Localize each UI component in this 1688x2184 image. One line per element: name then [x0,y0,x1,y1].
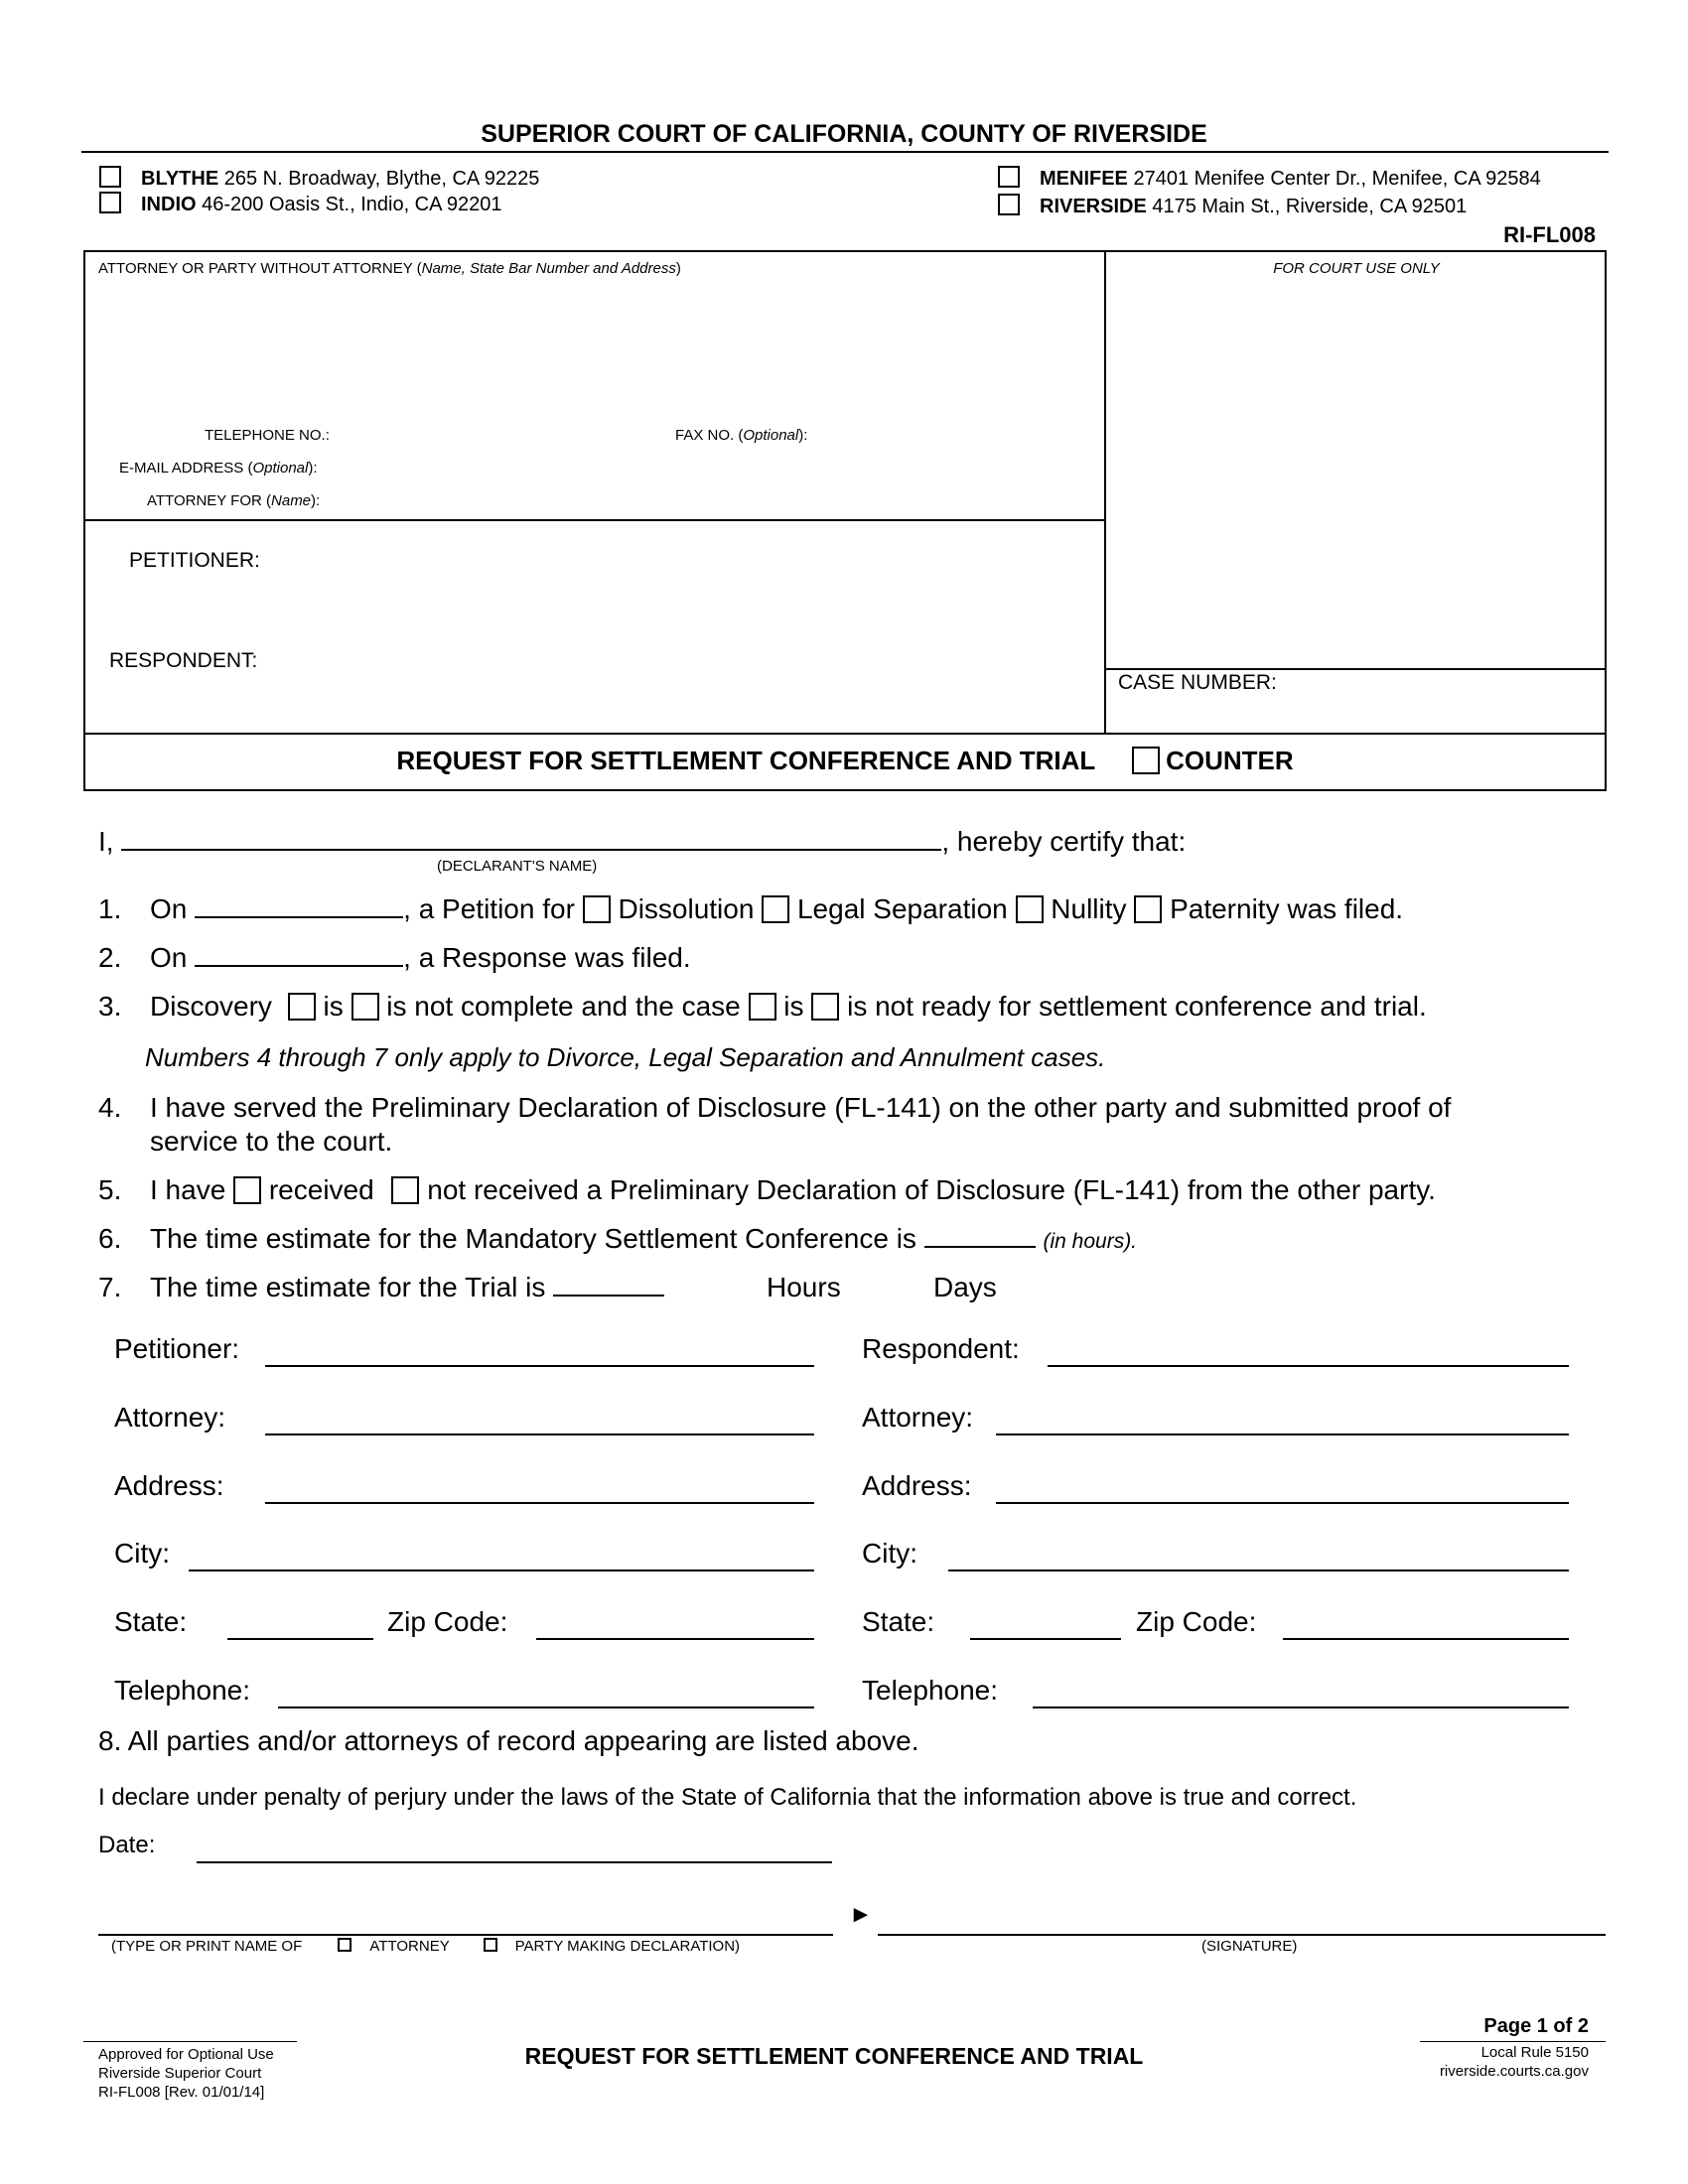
item-number: 5. [98,1174,122,1205]
item-4 [98,1092,1451,1124]
attorney-checkbox[interactable] [338,1938,352,1952]
footer-approved-line1: Approved for Optional Use [98,2046,274,2063]
item6-unit: (in hours). [1043,1230,1138,1253]
left-petitioner-field[interactable] [265,1365,814,1367]
footer-site: riverside.courts.ca.gov [1439,2063,1589,2080]
caption-divider-casenum [1104,668,1607,670]
item-4-cont: service to the court. [150,1126,393,1157]
item3-e: is not ready for settlement conference and trial. [847,991,1427,1022]
trial-estimate-field[interactable] [553,1273,664,1297]
item7-days: Days [933,1272,997,1302]
item2-text: , a Response was filed. [403,942,691,973]
declarant-name-field[interactable] [121,827,941,851]
right-attorney-field[interactable] [996,1433,1569,1435]
item-number: 1. [98,893,122,924]
item-number: 4. [98,1092,122,1123]
item-8: 8. All parties and/or attorneys of record appearing are listed above. [98,1725,919,1756]
location-address: 265 N. Broadway, Blythe, CA 92225 [223,168,540,190]
item6-text: The time estimate for the Mandatory Settlement Conference is [150,1223,916,1254]
right-zip-label: Zip Code: [1136,1606,1257,1637]
item1-on: On [150,893,188,924]
case-is-not-checkbox[interactable] [811,993,839,1021]
right-zip-field[interactable] [1283,1638,1569,1640]
form-title: REQUEST FOR SETTLEMENT CONFERENCE AND TRIAL [396,746,1095,775]
footer-approved-line3: RI-FL008 [Rev. 01/01/14] [98,2084,265,2101]
fax-label-text: FAX NO. ( [675,427,744,444]
header-rule [81,151,1609,153]
right-state-field[interactable] [970,1638,1121,1640]
left-zip-field[interactable] [536,1638,814,1640]
location-name: INDIO [141,194,197,215]
discovery-is-checkbox[interactable] [288,993,316,1021]
item4-line1: I have served the Preliminary Declaration of Disclosure (FL-141) on the other party and submitted proof of [150,1092,1452,1123]
riverside-checkbox[interactable] [998,194,1020,215]
left-petitioner-label: Petitioner: [114,1333,240,1364]
right-state-label: State: [862,1606,935,1637]
item-5 [98,1174,1436,1206]
left-city-field[interactable] [189,1570,814,1571]
right-city-field[interactable] [948,1570,1569,1571]
signature-field[interactable] [878,1934,1606,1936]
left-telephone-label: Telephone: [114,1675,251,1706]
certify-suffix: , hereby certify that: [941,826,1187,857]
attorney-label [98,260,681,277]
attorney-label-italic: Name, State Bar Number and Address [421,260,676,277]
email-label-text: E-MAIL ADDRESS ( [119,460,253,477]
item1-opt3: Nullity [1051,893,1127,924]
certify-prefix: I, [98,826,114,857]
attorney-label-text: ATTORNEY OR PARTY WITHOUT ATTORNEY ( [98,260,422,277]
item-number: 2. [98,942,122,973]
left-attorney-field[interactable] [265,1433,814,1435]
location-indio [99,192,502,216]
item7-text: The time estimate for the Trial is [150,1272,546,1302]
attorney-label-end: ) [675,260,681,277]
item3-b: is [323,991,344,1022]
item3-d: is [783,991,804,1022]
item3-a: Discovery [150,991,272,1022]
item1-opt2: Legal Separation [796,893,1008,924]
attorney-option: ATTORNEY [369,1938,450,1955]
certify-line [98,826,1186,858]
item2-on: On [150,942,188,973]
right-city-label: City: [862,1538,917,1569]
item1-text: , a Petition for [403,893,575,924]
left-address-field[interactable] [265,1502,814,1504]
dissolution-checkbox[interactable] [583,895,611,923]
item-number: 3. [98,991,122,1022]
petition-date-field[interactable] [195,894,403,918]
footer-approved-line2: Riverside Superior Court [98,2065,262,2082]
response-date-field[interactable] [195,943,403,967]
blythe-checkbox[interactable] [99,166,121,188]
case-number-label: CASE NUMBER: [1118,671,1277,694]
date-field[interactable] [197,1861,832,1863]
footer-title: REQUEST FOR SETTLEMENT CONFERENCE AND TRIAL [524,2043,1144,2069]
right-address-field[interactable] [996,1502,1569,1504]
item-7 [98,1272,664,1303]
fax-label [675,427,807,444]
right-telephone-field[interactable] [1033,1706,1569,1708]
item5-b: received [268,1174,374,1205]
footer-rule-info [1440,2043,1589,2081]
item-number: 7. [98,1272,122,1302]
footer-local-rule: Local Rule 5150 [1480,2044,1589,2061]
nullity-checkbox[interactable] [1016,895,1044,923]
not-received-checkbox[interactable] [391,1176,419,1204]
settlement-hours-field[interactable] [924,1224,1036,1248]
menifee-checkbox[interactable] [998,166,1020,188]
perjury-statement: I declare under penalty of perjury under the laws of the State of California that the information above is true and correct. [98,1784,1357,1811]
right-address-label: Address: [862,1470,972,1501]
court-use-label: FOR COURT USE ONLY [1273,260,1440,277]
fax-optional: Optional [743,427,799,444]
case-is-checkbox[interactable] [749,993,776,1021]
caption-divider-title [83,733,1607,735]
left-state-field[interactable] [227,1638,373,1640]
left-city-label: City: [114,1538,170,1569]
location-riverside [998,194,1467,218]
discovery-is-not-checkbox[interactable] [352,993,379,1021]
attorney-for-text: ATTORNEY FOR ( [147,492,272,509]
legal-separation-checkbox[interactable] [762,895,789,923]
item1-opt4: Paternity was filed. [1170,893,1404,924]
note-line: Numbers 4 through 7 only apply to Divorce, Legal Separation and Annulment cases. [145,1042,1106,1072]
signature-caption: (SIGNATURE) [1201,1938,1298,1955]
signature-arrow: ► [849,1901,873,1928]
location-name: BLYTHE [141,168,219,190]
attorney-for-label [147,492,320,509]
item-1 [98,893,1403,925]
item5-a: I have [150,1174,226,1205]
location-address: 46-200 Oasis St., Indio, CA 92201 [202,194,502,215]
caption-vertical-divider [1104,250,1106,735]
location-name: MENIFEE [1040,168,1128,190]
right-attorney-label: Attorney: [862,1402,974,1433]
paternity-checkbox[interactable] [1134,895,1162,923]
footer-rule-right [1420,2041,1606,2042]
party-checkbox[interactable] [484,1938,497,1952]
attorney-for-name: Name [271,492,312,509]
location-address: 27401 Menifee Center Dr., Menifee, CA 92584 [1133,168,1541,190]
item5-c: not received a Preliminary Declaration of Disclosure (FL-141) from the other party. [427,1174,1436,1205]
page-number: Page 1 of 2 [1483,2015,1589,2037]
email-label-end: ): [308,460,318,477]
item7-hours: Hours [767,1272,841,1302]
petitioner-label: PETITIONER: [129,549,260,572]
email-label [119,460,318,477]
item-2 [98,942,691,974]
item-number: 6. [98,1223,122,1254]
email-optional: Optional [252,460,309,477]
declarant-caption: (DECLARANT'S NAME) [437,858,598,875]
location-name: RIVERSIDE [1040,196,1147,217]
indio-checkbox[interactable] [99,192,121,213]
printed-name-field[interactable] [98,1934,833,1936]
respondent-label: RESPONDENT: [109,649,258,672]
right-respondent-label: Respondent: [862,1333,1020,1364]
left-address-label: Address: [114,1470,224,1501]
item1-opt1: Dissolution [618,893,755,924]
left-state-label: State: [114,1606,188,1637]
printed-name-caption [111,1938,740,1955]
caption-divider-attorney [83,519,1106,521]
form-id: RI-FL008 [1503,222,1596,247]
item-6 [98,1223,1137,1255]
counter-checkbox[interactable] [1132,747,1160,774]
court-title: SUPERIOR COURT OF CALIFORNIA, COUNTY OF RIVERSIDE [481,120,1207,148]
date-label: Date: [98,1832,156,1858]
counter-label: COUNTER [1166,746,1294,775]
location-menifee [998,166,1541,191]
fax-label-end: ): [798,427,808,444]
attorney-for-end: ): [311,492,321,509]
left-telephone-field[interactable] [278,1706,814,1708]
form-title-row [83,746,1607,776]
item3-c: is not complete and the case [386,991,741,1022]
location-address: 4175 Main St., Riverside, CA 92501 [1152,196,1468,217]
footer-rule-left [83,2041,297,2042]
received-checkbox[interactable] [233,1176,261,1204]
left-zip-label: Zip Code: [387,1606,508,1637]
left-attorney-label: Attorney: [114,1402,226,1433]
right-telephone-label: Telephone: [862,1675,999,1706]
party-option: PARTY MAKING DECLARATION) [514,1938,741,1955]
telephone-label: TELEPHONE NO.: [205,427,330,444]
location-blythe [99,166,539,191]
item-3 [98,991,1427,1023]
right-respondent-field[interactable] [1048,1365,1569,1367]
type-name-text: (TYPE OR PRINT NAME OF [111,1938,303,1955]
